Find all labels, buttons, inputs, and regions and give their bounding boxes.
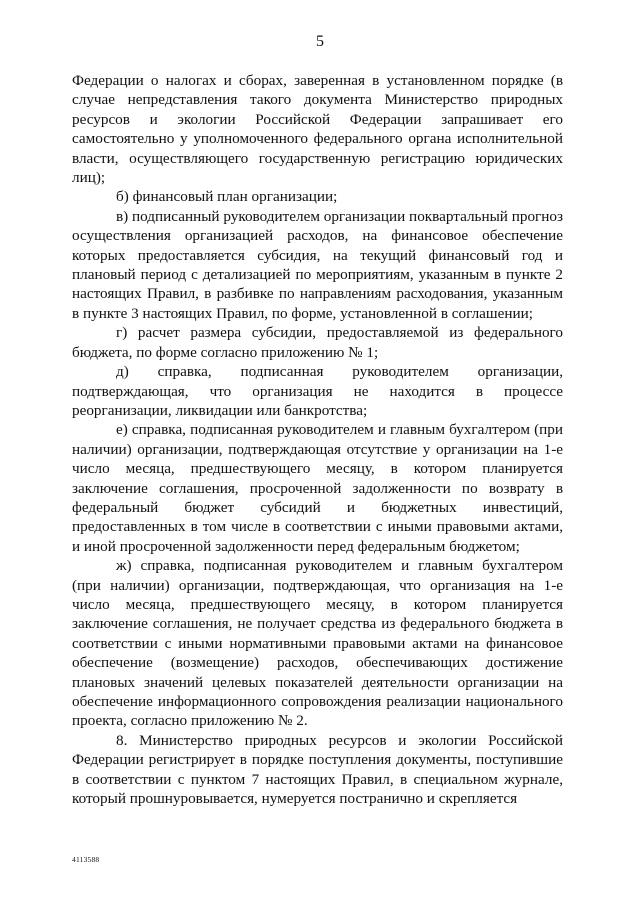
paragraph-item-b: б) финансовый план организации; — [116, 188, 338, 206]
paragraph-item-v: в) подписанный руководителем организации поквартальный прогноз осуществления организацией расходов, на финансовое обеспечение которых предоставляется субсидия, на текущий финансовый год и плановый период с детализацией по мероприятиям, указанным в пункте 2 настоящих Правил, в разбивке по направлениям расходования, указанным в пункте 3 настоящих Правил, по форме, установленной в соглашении; — [72, 207, 563, 322]
paragraph-item-zh: ж) справка, подписанная руководителем и главным бухгалтером (при наличии) организации, подтверждающая, что организация на 1-е число месяца, предшествующего месяцу, в котором планируется заключение соглашения, не получает средства из федерального бюджета в соответствии с иными нормативными правовыми актами на финансовое обеспечение (возмещение) расходов, обеспечивающих достижение плановых значений целевых показателей деятельности организации на обеспечение информационного сопровождения реализации национального проекта, согласно приложению № 2. — [72, 557, 563, 730]
page-number: 5 — [316, 33, 324, 50]
paragraph-continuation: Федерации о налогах и сборах, заверенная в установленном порядке (в случае непредставления такого документа Министерство природных ресурсов и экологии Российской Федерации запрашивает его самостоятельно у уполномоченного федерального органа исполнительной власти, осуществляющего государственную регистрацию юридических лиц); — [72, 72, 563, 187]
document-body — [72, 71, 563, 808]
paragraph-item-d: д) справка, подписанная руководителем организации, подтверждающая, что организация не находится в процессе реорганизации, ликвидации или банкротства; — [72, 363, 563, 419]
paragraph-item-g: г) расчет размера субсидии, предоставляемой из федерального бюджета, по форме согласно приложению № 1; — [72, 324, 563, 361]
paragraph-item-e: е) справка, подписанная руководителем и главным бухгалтером (при наличии) организации, подтверждающая отсутствие у организации на 1-е число месяца, предшествующего месяцу, в котором планируется заключение соглашения, просроченной задолженности по возврату в федеральный бюджет субсидий и бюджетных инвестиций, предоставленных в том числе в соответствии с иными правовыми актами, и иной просроченной задолженности перед федеральным бюджетом; — [72, 421, 563, 555]
document-code: 4113588 — [72, 855, 100, 864]
paragraph-8: 8. Министерство природных ресурсов и экологии Российской Федерации регистрирует в порядке поступления документы, поступившие в соответствии с пунктом 7 настоящих Правил, в специальном журнале, который прошнуровывается, нумеруется постранично и скрепляется — [72, 731, 563, 808]
